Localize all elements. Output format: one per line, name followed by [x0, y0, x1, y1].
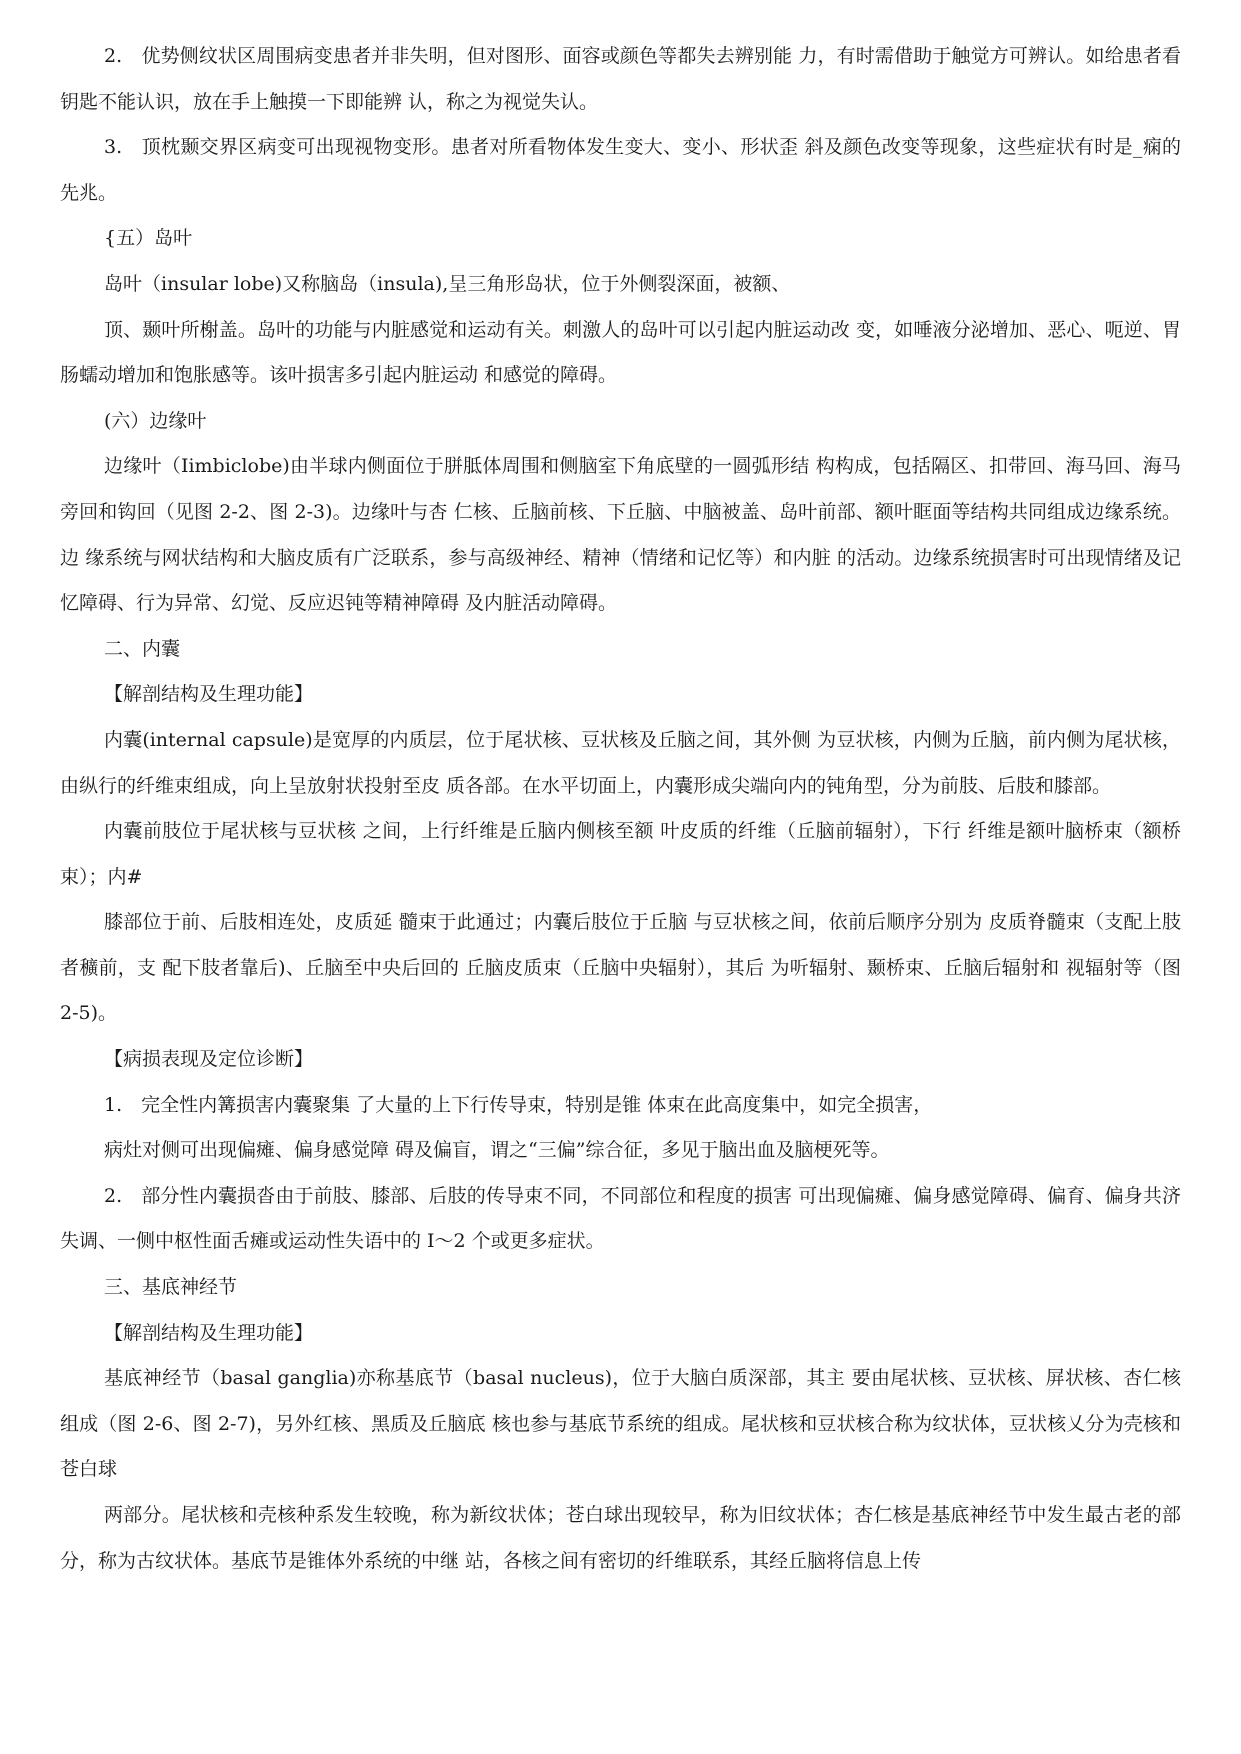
paragraph: 内囊(internal capsule)是宽厚的内质层，位于尾状核、豆状核及丘脑之间，其外侧 为豆状核，内侧为丘脑，前内侧为尾状核，由纵行的纤维束组成，向上呈放射状投射至皮 质各部。在水平切面上，内囊形成尖端向内的钝角型，分为前肢、后肢和膝部。 — [60, 728, 1181, 797]
section-heading: {五）岛叶 — [104, 227, 193, 250]
paragraph: 两部分。尾状核和壳核种系发生较晚，称为新纹状体；苍白球出现较早，称为旧纹状体；杏仁核是基底神经节中发生最古老的部分，称为古纹状体。基底节是锥体外系统的中继 站，各核之间有密切的纤维联系，其经丘脑将信息上传 — [60, 1504, 1181, 1572]
paragraph: 岛叶（insular lobe)又称脑岛（insula),呈三角形岛状，位于外侧裂深面，被额、 — [104, 272, 791, 295]
subsection-heading: 【病损表现及定位诊断】 — [104, 1048, 314, 1071]
paragraph: 2. 部分性内囊损沓由于前肢、膝部、后肢的传导束不同，不同部位和程度的损害 可出现偏瘫、偏身感觉障碍、偏育、偏身共济失调、一侧中枢性面舌瘫或运动性失语中的 I～2 个或更多症状。 — [60, 1184, 1181, 1253]
section-heading: 二、内囊 — [104, 637, 181, 660]
paragraph: 基底神经节（basal ganglia)亦称基底节（basal nucleus)，位于大脑白质深部，其主 要由尾状核、豆状核、屏状核、杏仁核组成（图 2-6、图 2-7)，另外红核、黑质及丘脑底 核也参与基底节系统的组成。尾状核和豆状核合称为纹状体，豆状核乂分为壳核和苍白球 — [60, 1367, 1181, 1481]
subsection-heading: 【解剖结构及生理功能】 — [104, 1321, 314, 1344]
paragraph: 3. 顶枕颞交界区病变可出现视物变形。患者对所看物体发生变大、变小、形状歪 斜及颜色改变等现象，这些症状有时是_痫的先兆。 — [60, 136, 1181, 204]
section-heading: 三、基底神经节 — [104, 1276, 238, 1299]
paragraph: 1. 完全性内篝损害内囊聚集 了大量的上下行传导束，特别是锥 体束在此高度集中，如完全损害， — [104, 1093, 933, 1116]
paragraph: 2. 优势侧纹状区周围病变患者并非失明，但对图形、面容或颜色等都失去辨别能 力，有时需借助于触觉方可辨认。如给患者看钥匙不能认识，放在手上触摸一下即能辨 认，称之为视觉失认。 — [60, 45, 1181, 113]
subsection-heading: 【解剖结构及生理功能】 — [104, 683, 314, 706]
paragraph: 病灶对侧可出现偏瘫、偏身感觉障 碍及偏盲，谓之“三偏”综合征，多见于脑出血及脑梗死等。 — [104, 1139, 890, 1162]
paragraph: 顶、颞叶所榭盖。岛叶的功能与内脏感觉和运动有关。刺激人的岛叶可以引起内脏运动改 变，如唾液分泌增加、恶心、呃逆、胃肠蠕动增加和饱胀感等。该叶损害多引起内脏运动 和感觉的障碍。 — [60, 318, 1181, 387]
section-heading: (六）边缘叶 — [104, 409, 207, 432]
paragraph: 内囊前肢位于尾状核与豆状核 之间，上行纤维是丘脑内侧核至额 叶皮质的纤维（丘脑前辐射），下行 纤维是额叶脑桥束（额桥束）；内# — [60, 820, 1181, 888]
paragraph: 膝部位于前、后肢相连处，皮质延 髓束于此通过；内囊后肢位于丘脑 与豆状核之间，依前后顺序分别为 皮质脊髓束（支配上肢者穬前，支 配下肢者靠后)、丘脑至中央后回的 丘脑皮质束（丘脑中央辐射），其后 为听辐射、颞桥束、丘脑后辐射和 视辐射等（图 2-5)。 — [60, 911, 1181, 1025]
paragraph: 边缘叶（Iimbiclobe)由半球内侧面位于胼胝体周围和侧脑室下角底壁的一圆弧形结 构构成，包括隔区、扣带回、海马回、海马旁回和钩回（见图 2-2、图 2-3)。边缘叶与杏 仁核、丘脑前核、下丘脑、中脑被盖、岛叶前部、额叶眶面等结构共同组成边缘系统。边 缘系统与网状结构和大脑皮质有广泛联系，参与高级神经、精神（情绪和记忆等）和内脏 的活动。边缘系统损害时可出现情绪及记忆障碍、行为异常、幻觉、反应迟钝等精神障碍 及内脏活动障碍。 — [60, 455, 1181, 615]
